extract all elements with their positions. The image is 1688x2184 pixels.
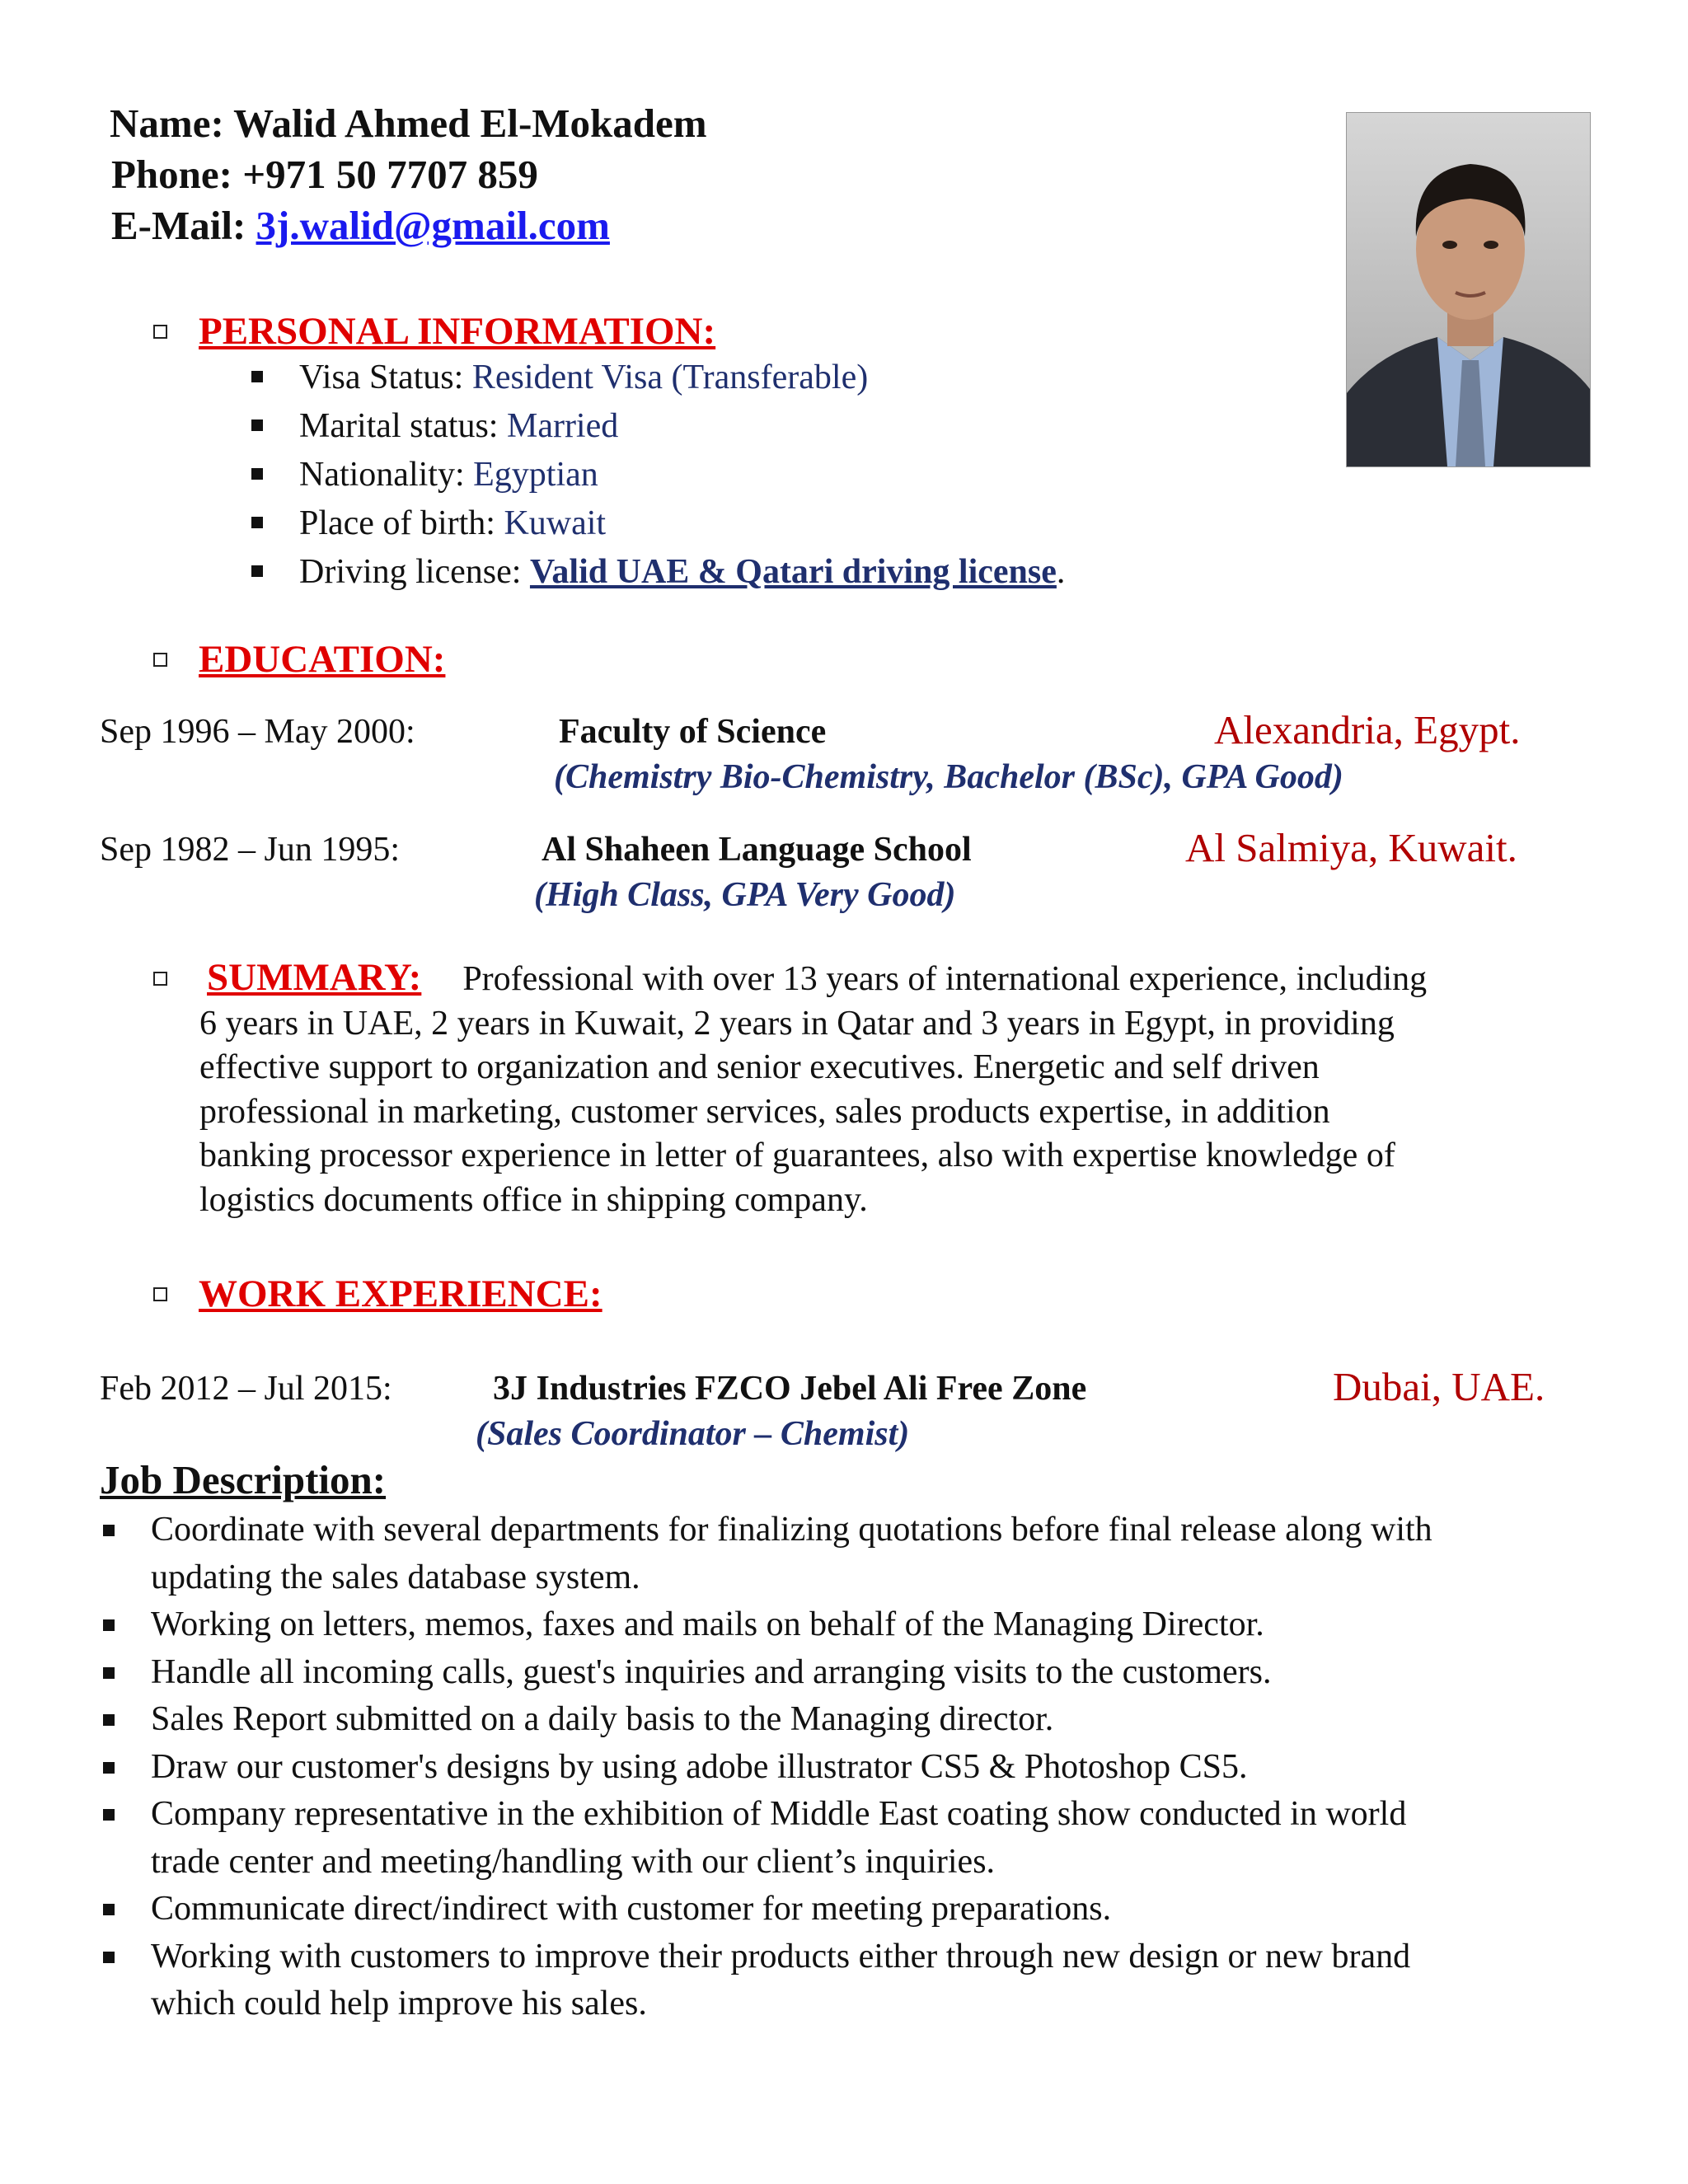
work-company: 3J Industries FZCO Jebel Ali Free Zone	[493, 1370, 1087, 1408]
square-bullet-icon	[103, 1904, 115, 1915]
education-institution: Faculty of Science	[559, 713, 827, 751]
phone-line	[111, 150, 538, 199]
summary-line	[153, 956, 1604, 1002]
duty-text: Coordinate with several departments for finalizing quotations before final release along with	[151, 1511, 1432, 1549]
education-detail: (High Class, GPA Very Good)	[534, 876, 956, 914]
personal-item-visa	[251, 354, 868, 401]
item-value: Egyptian	[473, 456, 598, 494]
list-item	[100, 1696, 1608, 1744]
list-item	[100, 1744, 1608, 1792]
item-value: Resident Visa (Transferable)	[471, 359, 869, 396]
item-suffix: .	[1056, 553, 1066, 591]
duty-text: Sales Report submitted on a daily basis to the Managing director.	[151, 1700, 1054, 1738]
item-label: Place of birth:	[299, 504, 504, 542]
section-title: SUMMARY:	[207, 956, 422, 999]
square-bullet-icon	[103, 1667, 115, 1679]
list-item	[100, 1791, 1608, 1886]
duty-text: Draw our customer's designs by using adobe illustrator CS5 & Photoshop CS5.	[151, 1747, 1248, 1786]
personal-item-license	[251, 548, 1065, 596]
item-value: Valid UAE & Qatari driving license	[529, 553, 1057, 591]
education-location: Alexandria, Egypt.	[1214, 707, 1521, 752]
square-bullet-icon	[103, 1952, 115, 1963]
summary-line: banking processor experience in letter of guarantees, also with expertise knowledge of	[199, 1137, 1395, 1174]
profile-photo-image	[1347, 113, 1590, 466]
phone-label: Phone:	[111, 152, 232, 197]
name-label: Name:	[110, 101, 224, 146]
profile-photo	[1346, 112, 1591, 467]
personal-item-marital	[251, 402, 618, 450]
job-duties-list	[100, 1507, 1608, 2028]
list-item	[100, 1886, 1608, 1933]
personal-item-birthplace	[251, 499, 606, 547]
work-location: Dubai, UAE.	[1333, 1364, 1545, 1409]
summary-text: Professional with over 13 years of international experience, including	[462, 960, 1428, 998]
list-item	[100, 1601, 1608, 1649]
square-bullet-icon	[103, 1525, 115, 1536]
duty-text: which could help improve his sales.	[151, 1985, 647, 2022]
work-role: (Sales Coordinator – Chemist)	[476, 1415, 910, 1453]
email-label: E-Mail:	[111, 203, 246, 248]
square-bullet-icon	[251, 419, 263, 431]
education-date: Sep 1982 – Jun 1995:	[100, 831, 401, 869]
name-line	[110, 99, 707, 148]
email-line	[111, 201, 610, 251]
square-bullet-icon	[251, 565, 263, 577]
phone-number: +971 50 7707 859	[242, 152, 538, 197]
item-label: Driving license:	[299, 553, 530, 591]
square-bullet-icon	[103, 1619, 115, 1631]
duty-text: Company representative in the exhibition of Middle East coating show conducted in world	[151, 1795, 1407, 1833]
duty-text: updating the sales database system.	[151, 1558, 640, 1596]
work-experience-heading	[153, 1271, 603, 1317]
personal-info-heading	[153, 308, 715, 354]
summary-line: logistics documents office in shipping company.	[199, 1180, 868, 1219]
candidate-name: Walid Ahmed El-Mokadem	[233, 101, 707, 146]
square-bullet-icon	[103, 1714, 115, 1726]
checkbox-bullet-icon	[153, 972, 167, 986]
education-location: Al Salmiya, Kuwait.	[1185, 825, 1517, 870]
item-value: Married	[506, 407, 619, 445]
summary-line: effective support to organization and senior executives. Energetic and self driven	[199, 1048, 1320, 1086]
duty-text: Working with customers to improve their products either through new design or new brand	[151, 1937, 1411, 1975]
square-bullet-icon	[103, 1809, 115, 1821]
education-institution: Al Shaheen Language School	[542, 831, 972, 869]
square-bullet-icon	[251, 517, 263, 528]
work-date: Feb 2012 – Jul 2015:	[100, 1370, 392, 1408]
summary-section	[153, 956, 1604, 1222]
item-value: Kuwait	[504, 504, 607, 542]
item-label: Visa Status:	[299, 359, 472, 396]
duty-text: Handle all incoming calls, guest's inquiries and arranging visits to the customers.	[151, 1652, 1272, 1691]
checkbox-bullet-icon	[153, 1287, 167, 1301]
job-description-title: Job Description:	[100, 1457, 387, 1502]
summary-line: professional in marketing, customer services, sales products expertise, in addition	[199, 1092, 1330, 1131]
section-title: PERSONAL INFORMATION:	[199, 310, 716, 353]
duty-text: trade center and meeting/handling with our client’s inquiries.	[151, 1842, 996, 1881]
summary-line: 6 years in UAE, 2 years in Kuwait, 2 years in Qatar and 3 years in Egypt, in providing	[199, 1004, 1395, 1043]
personal-item-nationality	[251, 451, 598, 499]
list-item	[100, 1933, 1608, 2028]
list-item	[100, 1507, 1608, 1601]
square-bullet-icon	[251, 371, 263, 382]
square-bullet-icon	[251, 468, 263, 480]
education-detail: (Chemistry Bio-Chemistry, Bachelor (BSc), GPA Good)	[554, 758, 1343, 796]
list-item	[100, 1649, 1608, 1697]
item-label: Nationality:	[299, 456, 474, 494]
item-label: Marital status:	[299, 407, 507, 445]
section-title: EDUCATION:	[199, 638, 446, 681]
checkbox-bullet-icon	[153, 325, 167, 339]
education-date: Sep 1996 – May 2000:	[100, 713, 415, 751]
duty-text: Working on letters, memos, faxes and mails on behalf of the Managing Director.	[151, 1605, 1264, 1643]
checkbox-bullet-icon	[153, 653, 167, 667]
section-title: WORK EXPERIENCE:	[199, 1272, 603, 1315]
duty-text: Communicate direct/indirect with customer for meeting preparations.	[151, 1890, 1112, 1928]
education-heading	[153, 636, 445, 682]
email-link[interactable]: 3j.walid@gmail.com	[256, 203, 610, 248]
square-bullet-icon	[103, 1762, 115, 1774]
